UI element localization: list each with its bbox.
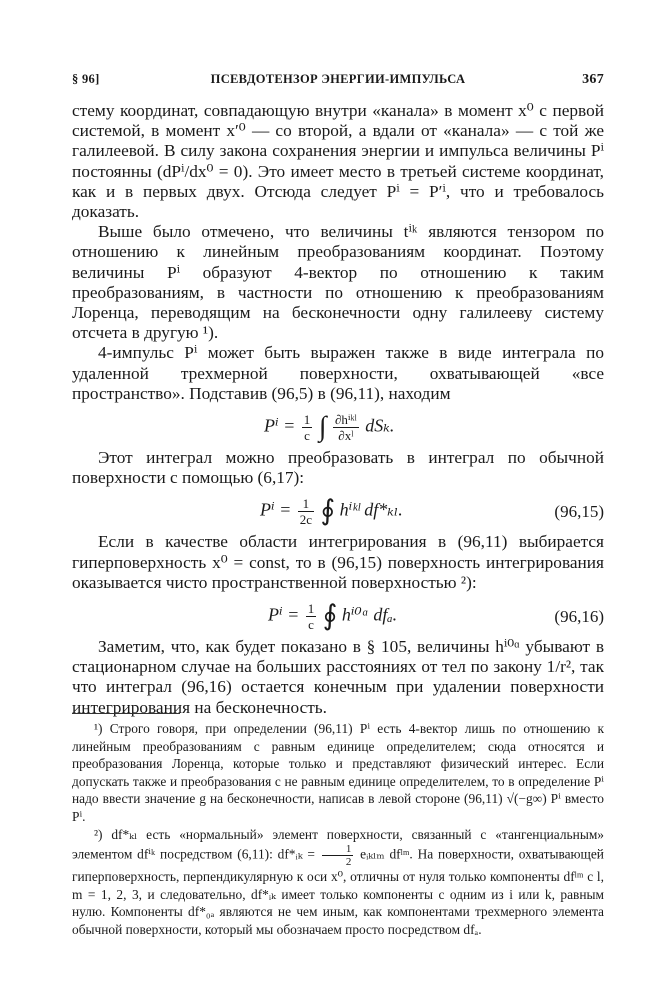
footnote-2: ²) df*ₖₗ есть «нормальный» элемент поверхности, связанный с «тангенциальным» элементом dfⁱᵏ посредством (6,11): df*ᵢₖ = $\frac{1}{2}$ eᵢₖₗₘ dfˡᵐ. На поверхности, охватывающей гиперповерхность, перпендикулярную к оси x⁰, отличны от нуля только компоненты dfˡᵐ с l, m = 1, 2, 3, и следовательно, df*ᵢₖ имеет только компоненты с одним из i или k, равным нулю. Компоненты df*₀ₐ являются не чем иным, как компонентами трехмерного элемента обычной поверхности, который мы обозначаем просто посредством dfₐ. <box>72 826 604 937</box>
formula-lhs: Pⁱ = <box>260 500 292 521</box>
equation-number: (96,16) <box>554 607 604 627</box>
footnotes <box>72 720 604 939</box>
formula-lhs: Pⁱ = <box>268 604 300 625</box>
fraction: $\frac{1}{2}$ <box>322 843 354 868</box>
fraction: $\frac{1}{2c}$ <box>299 496 313 528</box>
paragraph: Выше было отмечено, что величины tⁱᵏ являются тензором по отношению к линейным преобразованиям координат. Поэтому величины Pⁱ образуют 4-вектор по отношению к таким преобразованиям, в частности по отношению к преобразованиям Лоренца, переводящим на бесконечности одну галилееву систему отсчета в другую ¹). <box>72 222 604 343</box>
paragraph: стему координат, совпадающую внутри «канала» в момент x⁰ с первой системой, в момент x′⁰ — со второй, а вдали от «канала» — с той же галилеевой. В силу закона сохранения энергии и импульса величины Pⁱ постоянны (dPⁱ/dx⁰ = 0). Это имеет место в третьей системе координат, как и в первых двух. Отсюда следует Pⁱ = P′ⁱ, что и требовалось доказать. <box>72 101 604 222</box>
formula-96-16 <box>72 593 604 637</box>
fraction: $\frac{1}{c}$ <box>303 412 311 444</box>
page-title: ПСЕВДОТЕНЗОР ЭНЕРГИИ-ИМПУЛЬСА <box>210 72 466 86</box>
formula-lhs: Pⁱ = <box>264 415 296 436</box>
formula-momentum-integral <box>72 404 604 448</box>
section-ref: § 96] <box>72 72 100 86</box>
running-header <box>72 72 604 92</box>
partial-derivative: $\frac{\text{∂hⁱᵏˡ}}{\text{∂xˡ}}$ <box>334 412 357 444</box>
main-text <box>72 101 604 718</box>
integral-sign: ∫ <box>318 411 327 443</box>
equation-number: (96,15) <box>554 502 604 522</box>
page-number: 367 <box>582 72 604 87</box>
formula-96-15 <box>72 488 604 532</box>
formula-rest: dSₖ. <box>365 415 395 436</box>
formula-rest: hⁱ⁰ᵅ dfₐ. <box>341 604 398 625</box>
contour-integral-sign: ∮ <box>322 600 338 632</box>
fraction: $\frac{1}{c}$ <box>307 601 315 633</box>
paragraph: Если в качестве области интегрирования в (96,11) выбирается гиперповерхность x⁰ = const, то в (96,15) поверхность интегрирования оказывается чисто пространственной поверхностью ²): <box>72 532 604 592</box>
paragraph: Этот интеграл можно преобразовать в интеграл по обычной поверхности с помощью (6,17): <box>72 448 604 488</box>
paragraph: Заметим, что, как будет показано в § 105, величины hⁱ⁰ᵅ убывают в стационарном случае на больших расстояниях от тел по закону 1/r², так что интеграл (96,16) остается конечным при удалении поверхности интегрирования на бесконечность. <box>72 637 604 717</box>
paragraph: 4-импульс Pⁱ может быть выражен также в виде интеграла по удаленной трехмерной поверхности, охватывающей «все пространство». Подставив (96,5) в (96,11), находим <box>72 343 604 403</box>
contour-integral-sign: ∮ <box>320 495 336 527</box>
formula-rest: hⁱᵏˡ df*ₖₗ. <box>339 500 403 521</box>
footnote-1: ¹) Строго говоря, при определении (96,11) Pⁱ есть 4-вектор лишь по отношению к линейным преобразованиям с равным единице определителем; сюда относятся и преобразования Лоренца, которые только и представляют физический интерес. Если допускать также и преобразования с не равным единице определителем, то в определение Pⁱ надо ввести значение g на бесконечности, написав в левой стороне (96,11) √(−g∞) Pⁱ вместо Pⁱ. <box>72 721 604 824</box>
footnote-divider <box>72 713 180 714</box>
